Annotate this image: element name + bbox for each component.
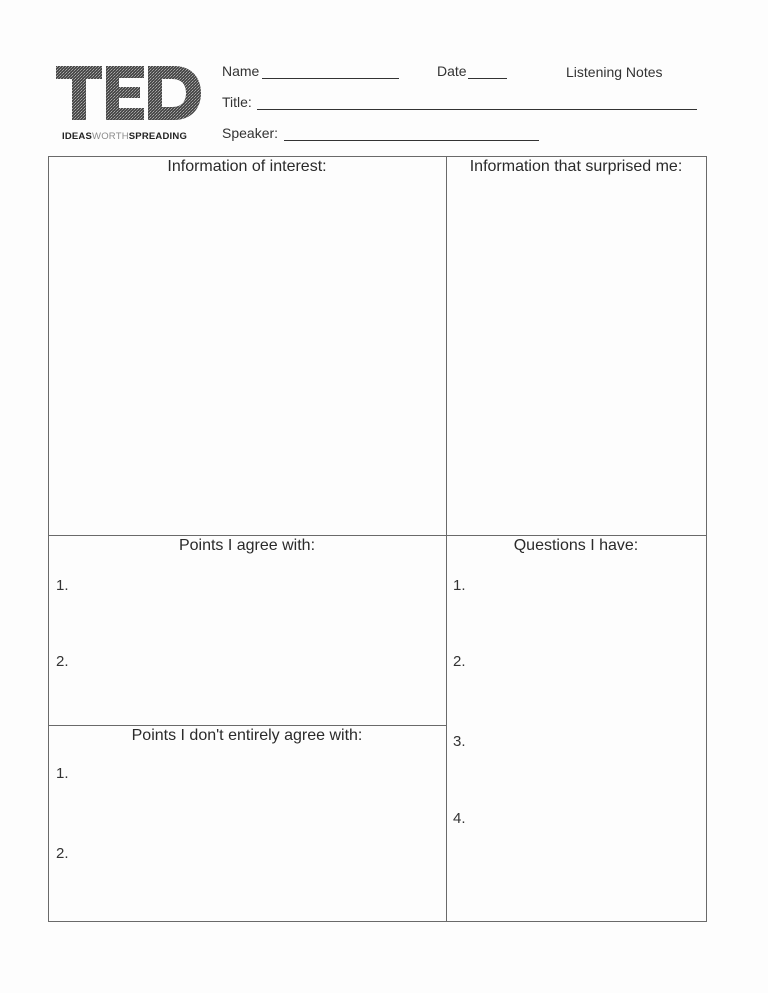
question-item-2: 2. [453,653,466,670]
section-title-disagree: Points I don't entirely agree with: [131,727,363,744]
disagree-item-1: 1. [56,765,69,782]
grid-top-border [48,156,707,157]
grid-middle-divider [48,535,707,536]
section-title-interest: Information of interest: [167,158,327,175]
ted-logo [56,64,202,122]
grid-bottom-border [48,921,707,922]
document-title: Listening Notes [566,64,663,80]
speaker-label: Speaker: [222,125,279,141]
title-field-line[interactable] [257,109,697,110]
name-field-line[interactable] [262,78,399,79]
ted-wordmark [56,66,201,120]
name-label: Name [222,63,260,79]
title-label: Title: [222,94,252,110]
date-label: Date [437,63,467,79]
section-title-agree: Points I agree with: [178,537,316,554]
tagline-spreading: SPREADING [128,131,188,142]
speaker-field-line[interactable] [284,140,539,141]
section-title-questions: Questions I have: [513,537,639,554]
disagree-item-2: 2. [56,845,69,862]
question-item-1: 1. [453,577,466,594]
agree-item-1: 1. [56,577,69,594]
tagline-ideas: IDEAS [62,131,93,142]
question-item-4: 4. [453,810,466,827]
question-item-3: 3. [453,733,466,750]
grid-left-lower-divider [48,725,446,726]
grid-right-border [706,156,707,921]
date-field-line[interactable] [468,78,507,79]
section-title-surprised: Information that surprised me: [469,158,683,175]
tagline-worth: WORTH [92,131,129,142]
agree-item-2: 2. [56,653,69,670]
logo-tagline [62,131,187,142]
